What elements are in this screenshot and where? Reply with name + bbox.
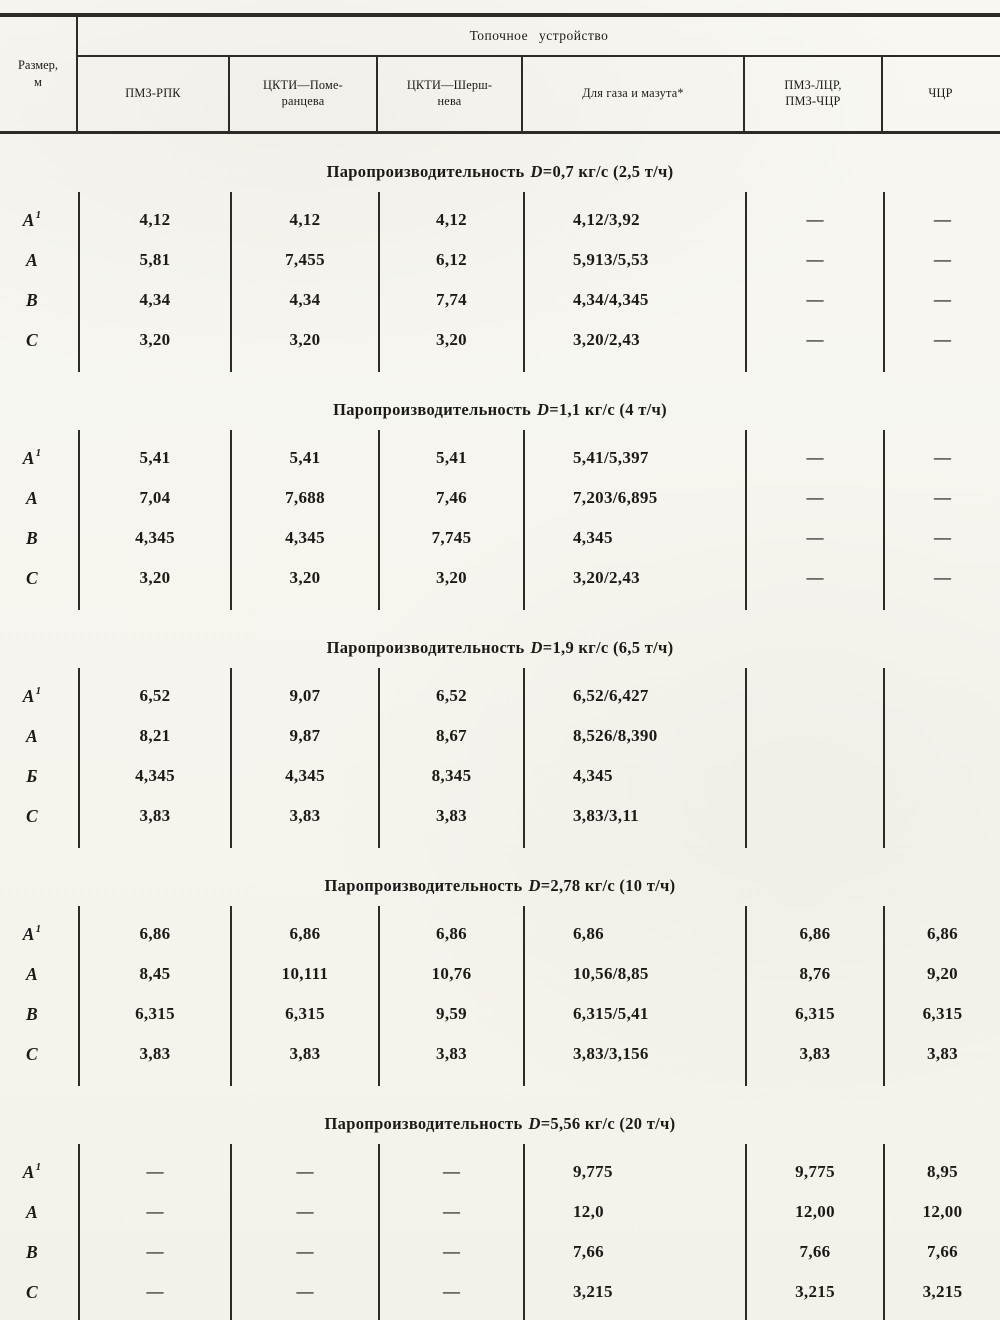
- row-label-text: A: [26, 1201, 38, 1222]
- value-cell: 12,0: [523, 1192, 745, 1232]
- value-cell-dash: —: [230, 1192, 378, 1232]
- value-cell: 6,12: [378, 240, 523, 280]
- column-header-line: нева: [437, 94, 462, 108]
- value-cell: 9,59: [378, 994, 523, 1034]
- row-label-text: A: [22, 209, 35, 230]
- value-cell-dash: —: [745, 320, 883, 372]
- row-label: A 1: [22, 685, 42, 706]
- column-header-line: ранцева: [281, 94, 325, 108]
- value-cell: 6,86: [523, 906, 745, 954]
- section-title-d-symbol: D: [528, 876, 541, 895]
- value-cell: 7,745: [378, 518, 523, 558]
- value-cell-dash: —: [378, 1192, 523, 1232]
- value-cell: 8,345: [378, 756, 523, 796]
- section-title: [0, 876, 1000, 898]
- row-label: [0, 478, 78, 518]
- value-cell: [883, 756, 1000, 796]
- table-row: [0, 1232, 1000, 1272]
- value-cell-dash: —: [230, 1144, 378, 1192]
- value-cell: 6,315: [78, 994, 230, 1034]
- table-row: [0, 796, 1000, 848]
- value-cell-dash: —: [378, 1232, 523, 1272]
- row-label: [0, 1272, 78, 1320]
- table-row: [0, 280, 1000, 320]
- table-row: [0, 906, 1000, 954]
- value-cell: 7,455: [230, 240, 378, 280]
- value-cell: 8,21: [78, 716, 230, 756]
- value-cell: 4,345: [523, 756, 745, 796]
- value-cell: 3,20/2,43: [523, 320, 745, 372]
- value-cell-dash: —: [745, 518, 883, 558]
- value-cell-dash: —: [745, 430, 883, 478]
- value-cell: 4,345: [78, 518, 230, 558]
- table-row: [0, 320, 1000, 372]
- row-label: [0, 1192, 78, 1232]
- table-row: [0, 558, 1000, 610]
- value-cell: 3,83: [230, 796, 378, 848]
- value-cell: [745, 796, 883, 848]
- value-cell: 3,83: [230, 1034, 378, 1086]
- table-row: [0, 1192, 1000, 1232]
- value-cell: 6,86: [78, 906, 230, 954]
- value-cell: 6,52: [378, 668, 523, 716]
- column-header: [78, 57, 228, 131]
- section-table: [0, 1144, 1000, 1320]
- value-cell: 6,52/6,427: [523, 668, 745, 716]
- value-cell: 8,45: [78, 954, 230, 994]
- table-row: [0, 240, 1000, 280]
- value-cell: 4,12: [378, 192, 523, 240]
- value-cell: 3,83/3,11: [523, 796, 745, 848]
- value-cell-dash: —: [883, 320, 1000, 372]
- section-title-word: Паропроизводительность: [326, 638, 525, 657]
- row-label-text: B: [26, 1003, 38, 1024]
- table-row: [0, 1034, 1000, 1086]
- value-cell: 3,83: [78, 1034, 230, 1086]
- sections: [0, 162, 1000, 1320]
- value-cell-dash: —: [745, 280, 883, 320]
- value-cell: 7,688: [230, 478, 378, 518]
- value-cell-dash: —: [378, 1144, 523, 1192]
- column-header: [743, 57, 881, 131]
- value-cell: 3,20: [78, 320, 230, 372]
- value-cell: 7,203/6,895: [523, 478, 745, 518]
- row-label-text: A: [22, 1161, 35, 1182]
- value-cell: 6,315: [883, 994, 1000, 1034]
- value-cell: 3,83: [745, 1034, 883, 1086]
- value-cell: 5,81: [78, 240, 230, 280]
- value-cell: 4,34: [78, 280, 230, 320]
- column-header-line: ПМЗ-РПК: [125, 86, 181, 100]
- section-table: [0, 668, 1000, 848]
- section-table: [0, 906, 1000, 1086]
- value-cell: 4,34/4,345: [523, 280, 745, 320]
- value-cell: 9,07: [230, 668, 378, 716]
- table-row: [0, 430, 1000, 478]
- value-cell: 7,66: [883, 1232, 1000, 1272]
- table-row: [0, 716, 1000, 756]
- section-title-value: =0,7 кг/с (2,5 т/ч): [542, 162, 674, 181]
- value-cell: 6,52: [78, 668, 230, 716]
- row-label-text: B: [26, 289, 38, 310]
- value-cell: 7,66: [745, 1232, 883, 1272]
- section-title-value: =1,1 кг/с (4 т/ч): [549, 400, 667, 419]
- value-cell: [745, 668, 883, 716]
- row-label-text: A: [26, 249, 38, 270]
- value-cell-dash: —: [745, 478, 883, 518]
- value-cell-dash: —: [78, 1192, 230, 1232]
- value-cell: [745, 756, 883, 796]
- row-label: [0, 320, 78, 372]
- value-cell: 3,83: [78, 796, 230, 848]
- section-table: [0, 430, 1000, 610]
- value-cell-dash: —: [883, 478, 1000, 518]
- table-header: [0, 13, 1000, 134]
- row-label: [0, 280, 78, 320]
- value-cell: [883, 716, 1000, 756]
- value-cell: [745, 716, 883, 756]
- column-header-line: ПМЗ-ЛЦР,: [784, 78, 842, 93]
- value-cell: 9,87: [230, 716, 378, 756]
- value-cell: 5,41: [230, 430, 378, 478]
- row-label-text: A: [26, 963, 38, 984]
- row-label: [0, 1232, 78, 1272]
- value-cell: 3,215: [883, 1272, 1000, 1320]
- column-header-line: ЧЦР: [928, 86, 953, 100]
- value-cell: 3,215: [523, 1272, 745, 1320]
- column-header: [881, 57, 998, 131]
- value-cell: 9,775: [745, 1144, 883, 1192]
- row-label: [0, 756, 78, 796]
- column-headers: [78, 57, 1000, 131]
- value-cell: 6,86: [883, 906, 1000, 954]
- value-cell: 5,41: [78, 430, 230, 478]
- section-title: [0, 162, 1000, 184]
- value-cell: 6,86: [378, 906, 523, 954]
- size-column-header: [0, 17, 78, 131]
- capacity-section: [0, 1114, 1000, 1320]
- value-cell: 10,76: [378, 954, 523, 994]
- value-cell: [883, 668, 1000, 716]
- value-cell-dash: —: [883, 558, 1000, 610]
- section-title: [0, 400, 1000, 422]
- value-cell: 4,345: [230, 518, 378, 558]
- section-title: [0, 638, 1000, 660]
- row-label: [0, 518, 78, 558]
- value-cell-dash: —: [883, 518, 1000, 558]
- row-label: [0, 954, 78, 994]
- section-title-word: Паропроизводительность: [324, 876, 523, 895]
- value-cell: 5,913/5,53: [523, 240, 745, 280]
- section-title-d-symbol: D: [530, 638, 543, 657]
- value-cell: 12,00: [745, 1192, 883, 1232]
- value-cell: 7,04: [78, 478, 230, 518]
- section-title-value: =1,9 кг/с (6,5 т/ч): [542, 638, 674, 657]
- capacity-section: [0, 400, 1000, 610]
- capacity-section: [0, 162, 1000, 372]
- value-cell-dash: —: [378, 1272, 523, 1320]
- value-cell-dash: —: [78, 1232, 230, 1272]
- value-cell: 3,83: [883, 1034, 1000, 1086]
- table-row: [0, 518, 1000, 558]
- value-cell: 4,12/3,92: [523, 192, 745, 240]
- value-cell: 8,526/8,390: [523, 716, 745, 756]
- value-cell: 9,20: [883, 954, 1000, 994]
- row-label: [0, 240, 78, 280]
- column-header-line: Для газа и мазута*: [582, 86, 684, 100]
- group-header: Топочное устройство: [78, 17, 1000, 57]
- value-cell-dash: —: [883, 430, 1000, 478]
- table-row: [0, 954, 1000, 994]
- device-header-group: [78, 17, 1000, 131]
- value-cell-dash: —: [745, 240, 883, 280]
- value-cell: 5,41/5,397: [523, 430, 745, 478]
- value-cell: 3,83: [378, 796, 523, 848]
- size-header-line1: Размер,: [17, 58, 59, 73]
- value-cell: 10,56/8,85: [523, 954, 745, 994]
- capacity-section: [0, 638, 1000, 848]
- row-label-text: A: [22, 685, 35, 706]
- value-cell: 4,345: [230, 756, 378, 796]
- row-label-text: B: [26, 1241, 38, 1262]
- table-row: [0, 478, 1000, 518]
- section-title-d-symbol: D: [528, 1114, 541, 1133]
- row-label-text: C: [26, 567, 38, 588]
- row-label: [0, 558, 78, 610]
- value-cell: 4,34: [230, 280, 378, 320]
- row-label-text: C: [26, 1281, 38, 1302]
- section-title-value: =5,56 кг/с (20 т/ч): [540, 1114, 676, 1133]
- size-header-line2: м: [34, 75, 42, 89]
- section-title-word: Паропроизводительность: [324, 1114, 523, 1133]
- row-label-text: C: [26, 805, 38, 826]
- row-label-text: B: [26, 527, 38, 548]
- value-cell-dash: —: [230, 1232, 378, 1272]
- value-cell-dash: —: [745, 192, 883, 240]
- value-cell: 4,345: [78, 756, 230, 796]
- row-label: A 1: [22, 1161, 42, 1182]
- section-title-word: Паропроизводительность: [333, 400, 532, 419]
- value-cell: 6,315: [745, 994, 883, 1034]
- value-cell-dash: —: [78, 1144, 230, 1192]
- row-label: A 1: [22, 209, 42, 230]
- value-cell: 8,95: [883, 1144, 1000, 1192]
- row-label-text: C: [26, 329, 38, 350]
- table-row: [0, 1144, 1000, 1192]
- value-cell: 3,83: [378, 1034, 523, 1086]
- value-cell: 7,74: [378, 280, 523, 320]
- value-cell: 6,86: [745, 906, 883, 954]
- row-label-text: A: [26, 487, 38, 508]
- section-title-word: Паропроизводительность: [326, 162, 525, 181]
- row-label: [0, 796, 78, 848]
- section-title-value: =2,78 кг/с (10 т/ч): [540, 876, 676, 895]
- value-cell-dash: —: [883, 192, 1000, 240]
- value-cell: 8,76: [745, 954, 883, 994]
- value-cell: 6,315/5,41: [523, 994, 745, 1034]
- section-table: [0, 192, 1000, 372]
- column-header-line: ЦКТИ—Поме-: [263, 78, 343, 93]
- section-title: [0, 1114, 1000, 1136]
- table-row: [0, 1272, 1000, 1320]
- value-cell: 3,20: [230, 558, 378, 610]
- value-cell: 4,345: [523, 518, 745, 558]
- table-row: [0, 668, 1000, 716]
- row-label-text: Б: [26, 765, 38, 786]
- value-cell-dash: —: [745, 558, 883, 610]
- row-label: [0, 1034, 78, 1086]
- section-title-d-symbol: D: [537, 400, 550, 419]
- value-cell-dash: —: [78, 1272, 230, 1320]
- column-header-line: ЦКТИ—Шерш-: [406, 78, 493, 93]
- value-cell: 3,215: [745, 1272, 883, 1320]
- value-cell-dash: —: [883, 240, 1000, 280]
- row-label: [0, 716, 78, 756]
- row-label: [0, 994, 78, 1034]
- value-cell: 12,00: [883, 1192, 1000, 1232]
- column-header: [376, 57, 521, 131]
- value-cell-dash: —: [883, 280, 1000, 320]
- value-cell: 7,46: [378, 478, 523, 518]
- capacity-section: [0, 876, 1000, 1086]
- value-cell-dash: —: [230, 1272, 378, 1320]
- value-cell: 3,20/2,43: [523, 558, 745, 610]
- row-label-text: C: [26, 1043, 38, 1064]
- value-cell: 8,67: [378, 716, 523, 756]
- row-label: A 1: [22, 447, 42, 468]
- row-label-text: A: [22, 447, 35, 468]
- table-row: [0, 756, 1000, 796]
- value-cell: 3,83/3,156: [523, 1034, 745, 1086]
- value-cell: 6,315: [230, 994, 378, 1034]
- column-header: [521, 57, 743, 131]
- value-cell: 3,20: [78, 558, 230, 610]
- value-cell: 5,41: [378, 430, 523, 478]
- value-cell: 9,775: [523, 1144, 745, 1192]
- value-cell: [883, 796, 1000, 848]
- column-header: [228, 57, 376, 131]
- row-label: A 1: [22, 923, 42, 944]
- value-cell: 3,20: [378, 320, 523, 372]
- table-row: [0, 994, 1000, 1034]
- column-header-line: ПМЗ-ЧЦР: [785, 94, 841, 108]
- row-label-text: A: [22, 923, 35, 944]
- value-cell: 6,86: [230, 906, 378, 954]
- row-label-text: A: [26, 725, 38, 746]
- section-title-d-symbol: D: [530, 162, 543, 181]
- value-cell: 4,12: [78, 192, 230, 240]
- value-cell: 7,66: [523, 1232, 745, 1272]
- value-cell: 3,20: [378, 558, 523, 610]
- value-cell: 3,20: [230, 320, 378, 372]
- value-cell: 4,12: [230, 192, 378, 240]
- table-row: [0, 192, 1000, 240]
- value-cell: 10,111: [230, 954, 378, 994]
